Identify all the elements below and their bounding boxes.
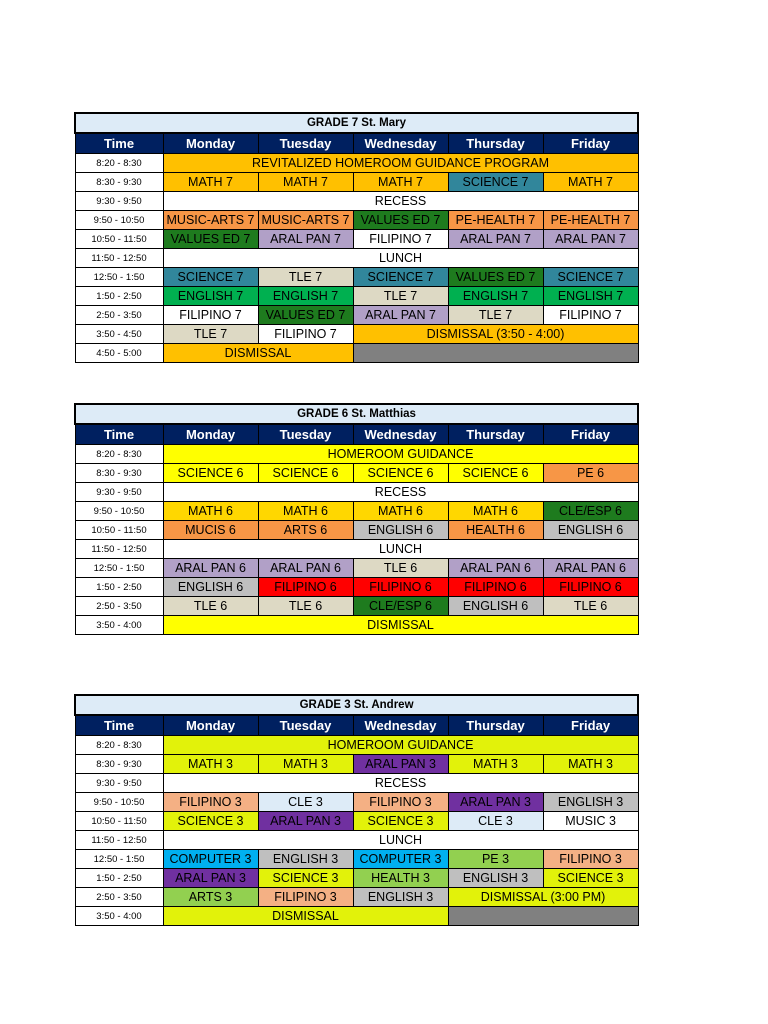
header-monday: Monday <box>163 133 258 154</box>
subject-cell: HOMEROOM GUIDANCE <box>163 445 638 464</box>
subject-cell: ENGLISH 6 <box>163 578 258 597</box>
time-slot-cell: 8:20 - 8:30 <box>75 736 163 755</box>
time-slot-cell: 12:50 - 1:50 <box>75 559 163 578</box>
subject-cell: FILIPINO 3 <box>543 850 638 869</box>
subject-cell: TLE 7 <box>448 306 543 325</box>
subject-cell: HOMEROOM GUIDANCE <box>163 736 638 755</box>
subject-cell: ENGLISH 6 <box>448 597 543 616</box>
time-slot-cell: 1:50 - 2:50 <box>75 869 163 888</box>
subject-cell: ENGLISH 3 <box>258 850 353 869</box>
schedule-row <box>75 464 638 483</box>
schedule-title: GRADE 3 St. Andrew <box>75 695 638 715</box>
schedule-row <box>75 287 638 306</box>
subject-cell: MATH 3 <box>258 755 353 774</box>
time-slot-cell: 12:50 - 1:50 <box>75 850 163 869</box>
subject-cell: CLE 3 <box>258 793 353 812</box>
subject-cell: ARAL PAN 6 <box>258 559 353 578</box>
schedule-row <box>75 230 638 249</box>
subject-cell: ARAL PAN 3 <box>448 793 543 812</box>
schedule-row <box>75 192 638 211</box>
subject-cell: MATH 7 <box>543 173 638 192</box>
subject-cell: VALUES ED 7 <box>448 268 543 287</box>
header-time: Time <box>75 133 163 154</box>
subject-cell: MATH 3 <box>543 755 638 774</box>
schedule-row <box>75 483 638 502</box>
subject-cell: FILIPINO 3 <box>353 793 448 812</box>
subject-cell: MUCIS 6 <box>163 521 258 540</box>
subject-cell: HEALTH 6 <box>448 521 543 540</box>
header-wednesday: Wednesday <box>353 133 448 154</box>
subject-cell: MATH 7 <box>163 173 258 192</box>
subject-cell: MUSIC-ARTS 7 <box>258 211 353 230</box>
header-tuesday: Tuesday <box>258 424 353 445</box>
subject-cell: VALUES ED 7 <box>163 230 258 249</box>
subject-cell: ARAL PAN 3 <box>163 869 258 888</box>
subject-cell: PE 6 <box>543 464 638 483</box>
header-thursday: Thursday <box>448 715 543 736</box>
schedule-row <box>75 306 638 325</box>
time-slot-cell: 3:50 - 4:50 <box>75 325 163 344</box>
schedule-row <box>75 774 638 793</box>
time-slot-cell: 9:50 - 10:50 <box>75 502 163 521</box>
subject-cell: LUNCH <box>163 831 638 850</box>
header-wednesday: Wednesday <box>353 424 448 445</box>
time-slot-cell: 8:30 - 9:30 <box>75 173 163 192</box>
subject-cell: CLE 3 <box>448 812 543 831</box>
schedule-row <box>75 850 638 869</box>
subject-cell: ARAL PAN 6 <box>163 559 258 578</box>
subject-cell: FILIPINO 3 <box>163 793 258 812</box>
header-thursday: Thursday <box>448 133 543 154</box>
subject-cell: ENGLISH 3 <box>448 869 543 888</box>
header-wednesday: Wednesday <box>353 715 448 736</box>
subject-cell: MATH 7 <box>353 173 448 192</box>
schedule-title: GRADE 6 St. Matthias <box>75 404 638 424</box>
subject-cell: MATH 3 <box>448 755 543 774</box>
time-slot-cell: 2:50 - 3:50 <box>75 888 163 907</box>
schedule-row <box>75 154 638 173</box>
subject-cell: SCIENCE 3 <box>258 869 353 888</box>
subject-cell: ARAL PAN 7 <box>353 306 448 325</box>
subject-cell: PE 3 <box>448 850 543 869</box>
subject-cell: SCIENCE 6 <box>163 464 258 483</box>
time-slot-cell: 9:30 - 9:50 <box>75 483 163 502</box>
subject-cell: SCIENCE 7 <box>353 268 448 287</box>
header-time: Time <box>75 424 163 445</box>
schedule-row <box>75 344 638 363</box>
subject-cell: RECESS <box>163 192 638 211</box>
subject-cell: ENGLISH 3 <box>353 888 448 907</box>
time-slot-cell: 3:50 - 4:00 <box>75 907 163 926</box>
time-slot-cell: 12:50 - 1:50 <box>75 268 163 287</box>
subject-cell: MATH 7 <box>258 173 353 192</box>
subject-cell: ENGLISH 6 <box>353 521 448 540</box>
time-slot-cell: 11:50 - 12:50 <box>75 831 163 850</box>
subject-cell: SCIENCE 3 <box>353 812 448 831</box>
schedule-row <box>75 173 638 192</box>
subject-cell: FILIPINO 6 <box>543 578 638 597</box>
subject-cell: TLE 6 <box>258 597 353 616</box>
subject-cell: SCIENCE 3 <box>163 812 258 831</box>
header-monday: Monday <box>163 715 258 736</box>
subject-cell: FILIPINO 6 <box>353 578 448 597</box>
schedule-row <box>75 502 638 521</box>
time-slot-cell: 10:50 - 11:50 <box>75 230 163 249</box>
schedule-row <box>75 445 638 464</box>
schedule-row <box>75 325 638 344</box>
subject-cell: SCIENCE 7 <box>448 173 543 192</box>
time-slot-cell: 10:50 - 11:50 <box>75 812 163 831</box>
subject-cell: SCIENCE 3 <box>543 869 638 888</box>
subject-cell: ARAL PAN 7 <box>258 230 353 249</box>
subject-cell: MUSIC 3 <box>543 812 638 831</box>
schedule-row <box>75 755 638 774</box>
schedule-table-grade-6 <box>74 403 639 635</box>
subject-cell: SCIENCE 7 <box>163 268 258 287</box>
schedule-table-grade-3 <box>74 694 639 926</box>
subject-cell: TLE 7 <box>258 268 353 287</box>
subject-cell: MATH 3 <box>163 755 258 774</box>
subject-cell: VALUES ED 7 <box>353 211 448 230</box>
time-slot-cell: 8:30 - 9:30 <box>75 755 163 774</box>
schedule-row <box>75 831 638 850</box>
subject-cell: DISMISSAL <box>163 616 638 635</box>
subject-cell: ENGLISH 7 <box>543 287 638 306</box>
empty-cell <box>353 344 638 363</box>
subject-cell: RECESS <box>163 774 638 793</box>
subject-cell: COMPUTER 3 <box>353 850 448 869</box>
subject-cell: ENGLISH 7 <box>448 287 543 306</box>
subject-cell: LUNCH <box>163 540 638 559</box>
subject-cell: PE-HEALTH 7 <box>448 211 543 230</box>
subject-cell: DISMISSAL <box>163 344 353 363</box>
subject-cell: ARAL PAN 3 <box>258 812 353 831</box>
schedule-row <box>75 540 638 559</box>
header-thursday: Thursday <box>448 424 543 445</box>
header-friday: Friday <box>543 424 638 445</box>
header-friday: Friday <box>543 715 638 736</box>
header-tuesday: Tuesday <box>258 715 353 736</box>
subject-cell: VALUES ED 7 <box>258 306 353 325</box>
subject-cell: RECESS <box>163 483 638 502</box>
subject-cell: ARTS 6 <box>258 521 353 540</box>
schedule-row <box>75 597 638 616</box>
subject-cell: CLE/ESP 6 <box>353 597 448 616</box>
subject-cell: ARAL PAN 6 <box>543 559 638 578</box>
subject-cell: ARAL PAN 7 <box>543 230 638 249</box>
schedule-row <box>75 907 638 926</box>
schedule-row <box>75 268 638 287</box>
subject-cell: TLE 6 <box>543 597 638 616</box>
subject-cell: SCIENCE 6 <box>353 464 448 483</box>
time-slot-cell: 9:30 - 9:50 <box>75 192 163 211</box>
time-slot-cell: 9:50 - 10:50 <box>75 793 163 812</box>
subject-cell: FILIPINO 6 <box>258 578 353 597</box>
time-slot-cell: 11:50 - 12:50 <box>75 249 163 268</box>
schedule-row <box>75 578 638 597</box>
subject-cell: ENGLISH 7 <box>163 287 258 306</box>
time-slot-cell: 10:50 - 11:50 <box>75 521 163 540</box>
subject-cell: REVITALIZED HOMEROOM GUIDANCE PROGRAM <box>163 154 638 173</box>
subject-cell: TLE 6 <box>163 597 258 616</box>
schedule-row <box>75 559 638 578</box>
header-friday: Friday <box>543 133 638 154</box>
subject-cell: DISMISSAL <box>163 907 448 926</box>
subject-cell: CLE/ESP 6 <box>543 502 638 521</box>
subject-cell: FILIPINO 6 <box>448 578 543 597</box>
subject-cell: MATH 6 <box>258 502 353 521</box>
time-slot-cell: 8:20 - 8:30 <box>75 445 163 464</box>
subject-cell: ENGLISH 7 <box>258 287 353 306</box>
subject-cell: TLE 7 <box>163 325 258 344</box>
time-slot-cell: 4:50 - 5:00 <box>75 344 163 363</box>
empty-cell <box>448 907 638 926</box>
time-slot-cell: 2:50 - 3:50 <box>75 597 163 616</box>
time-slot-cell: 11:50 - 12:50 <box>75 540 163 559</box>
subject-cell: COMPUTER 3 <box>163 850 258 869</box>
subject-cell: HEALTH 3 <box>353 869 448 888</box>
schedule-row <box>75 249 638 268</box>
subject-cell: ENGLISH 6 <box>543 521 638 540</box>
schedule-row <box>75 616 638 635</box>
subject-cell: TLE 7 <box>353 287 448 306</box>
subject-cell: PE-HEALTH 7 <box>543 211 638 230</box>
time-slot-cell: 1:50 - 2:50 <box>75 287 163 306</box>
subject-cell: MUSIC-ARTS 7 <box>163 211 258 230</box>
subject-cell: FILIPINO 7 <box>353 230 448 249</box>
subject-cell: LUNCH <box>163 249 638 268</box>
subject-cell: MATH 6 <box>448 502 543 521</box>
subject-cell: ARAL PAN 3 <box>353 755 448 774</box>
schedule-row <box>75 869 638 888</box>
header-time: Time <box>75 715 163 736</box>
schedule-row <box>75 736 638 755</box>
time-slot-cell: 1:50 - 2:50 <box>75 578 163 597</box>
subject-cell: MATH 6 <box>353 502 448 521</box>
subject-cell: SCIENCE 6 <box>258 464 353 483</box>
schedule-row <box>75 211 638 230</box>
subject-cell: FILIPINO 7 <box>543 306 638 325</box>
subject-cell: ARAL PAN 7 <box>448 230 543 249</box>
subject-cell: DISMISSAL (3:50 - 4:00) <box>353 325 638 344</box>
subject-cell: ARTS 3 <box>163 888 258 907</box>
subject-cell: FILIPINO 3 <box>258 888 353 907</box>
time-slot-cell: 8:20 - 8:30 <box>75 154 163 173</box>
subject-cell: ARAL PAN 6 <box>448 559 543 578</box>
time-slot-cell: 3:50 - 4:00 <box>75 616 163 635</box>
subject-cell: FILIPINO 7 <box>163 306 258 325</box>
time-slot-cell: 9:30 - 9:50 <box>75 774 163 793</box>
subject-cell: DISMISSAL (3:00 PM) <box>448 888 638 907</box>
time-slot-cell: 8:30 - 9:30 <box>75 464 163 483</box>
subject-cell: SCIENCE 6 <box>448 464 543 483</box>
subject-cell: SCIENCE 7 <box>543 268 638 287</box>
subject-cell: FILIPINO 7 <box>258 325 353 344</box>
subject-cell: MATH 6 <box>163 502 258 521</box>
time-slot-cell: 2:50 - 3:50 <box>75 306 163 325</box>
schedule-row <box>75 793 638 812</box>
schedule-row <box>75 521 638 540</box>
schedule-row <box>75 888 638 907</box>
header-monday: Monday <box>163 424 258 445</box>
schedule-title: GRADE 7 St. Mary <box>75 113 638 133</box>
subject-cell: ENGLISH 3 <box>543 793 638 812</box>
subject-cell: TLE 6 <box>353 559 448 578</box>
time-slot-cell: 9:50 - 10:50 <box>75 211 163 230</box>
schedule-row <box>75 812 638 831</box>
schedule-table-grade-7 <box>74 112 639 363</box>
header-tuesday: Tuesday <box>258 133 353 154</box>
